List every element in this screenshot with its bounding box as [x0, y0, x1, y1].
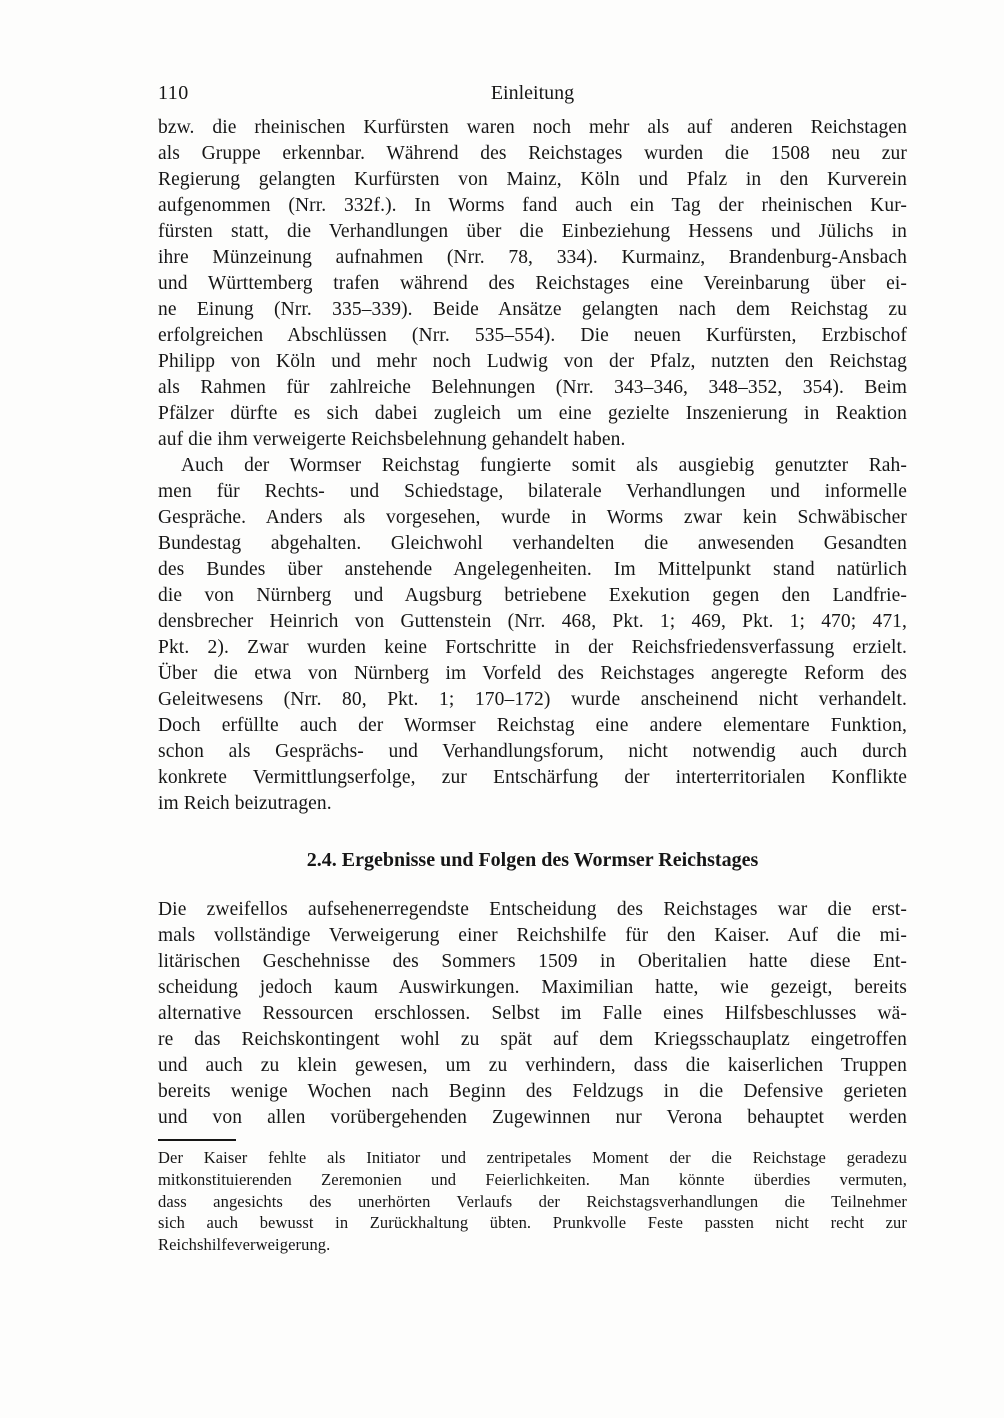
page-header — [158, 80, 907, 106]
footnote-line: Reichshilfeverweigerung. — [158, 1235, 331, 1255]
text-line: als Gruppe erkennbar. Während des Reichstages wurden die 1508 neu zur — [158, 143, 907, 164]
text-line: Die zweifellos aufsehenerregendste Entscheidung des Reichstages war die erst- — [158, 899, 907, 920]
footnote — [158, 1139, 907, 1256]
footnote-line: dass angesichts des unerhörten Verlaufs der Reichstagsverhandlungen die Teilnehmer — [158, 1191, 907, 1211]
paragraph — [158, 897, 907, 1131]
footnote-line: Der Kaiser fehlte als Initiator und zentripetales Moment der die Reichstage geradezu — [158, 1148, 907, 1167]
text-line: mals vollständige Verweigerung einer Reichshilfe für den Kaiser. Auf die mi- — [158, 925, 907, 946]
text-line: Philipp von Köln und mehr noch Ludwig von der Pfalz, nutzten den Reichstag — [158, 351, 907, 372]
text-line: konkrete Vermittlungserfolge, zur Entschärfung der interterritorialen Konflikte — [158, 767, 907, 788]
running-head: Einleitung — [490, 82, 575, 104]
text-line: densbrecher Heinrich von Guttenstein (Nrr. 468, Pkt. 1; 469, Pkt. 1; 470; 471, — [158, 611, 907, 632]
paragraph — [158, 115, 907, 453]
section-heading: 2.4. Ergebnisse und Folgen des Wormser Reichstages — [306, 849, 759, 871]
text-line: scheidung jedoch kaum Auswirkungen. Maximilian hatte, wie gezeigt, bereits — [158, 977, 907, 998]
text-line: Gespräche. Anders als vorgesehen, wurde in Worms zwar kein Schwäbischer — [158, 507, 907, 528]
footnote-rule — [158, 1139, 236, 1141]
page-body — [158, 115, 907, 1256]
text-line: Doch erfüllte auch der Wormser Reichstag eine andere elementare Funktion, — [158, 715, 907, 736]
text-line: bzw. die rheinischen Kurfürsten waren noch mehr als auf anderen Reichstagen — [158, 117, 907, 138]
text-line: Geleitwesens (Nrr. 80, Pkt. 1; 170–172) wurde anscheinend nicht verhandelt. — [158, 689, 907, 710]
text-line: men für Rechts- und Schiedstage, bilaterale Verhandlungen und informelle — [158, 481, 907, 502]
text-line: schon als Gesprächs- und Verhandlungsforum, nicht notwendig auch durch — [158, 741, 907, 762]
text-line: erfolgreichen Abschlüssen (Nrr. 535–554). Die neuen Kurfürsten, Erzbischof — [158, 325, 907, 346]
text-line: im Reich beizutragen. — [158, 793, 332, 814]
text-line: ihre Münzeinung aufnahmen (Nrr. 78, 334). Kurmainz, Brandenburg-Ansbach — [158, 247, 907, 268]
text-line: bereits wenige Wochen nach Beginn des Feldzugs in die Defensive gerieten — [158, 1081, 907, 1102]
text-line: Über die etwa von Nürnberg im Vorfeld des Reichstages angeregte Reform des — [158, 663, 907, 684]
text-line: ne Einung (Nrr. 335–339). Beide Ansätze gelangten nach dem Reichstag zu — [158, 299, 907, 320]
paragraph — [158, 453, 907, 817]
footnote-line: mitkonstituierenden Zeremonien und Feierlichkeiten. Man könnte überdies vermuten, — [158, 1169, 907, 1189]
text-line: und auch zu klein gewesen, um zu verhindern, dass die kaiserlichen Truppen — [158, 1055, 907, 1076]
text-line: die von Nürnberg und Augsburg betriebene Exekution gegen den Landfrie- — [158, 585, 907, 606]
text-line: Auch der Wormser Reichstag fungierte somit als ausgiebig genutzter Rah- — [181, 455, 907, 476]
text-line: Pfälzer dürfte es sich dabei zugleich um eine gezielte Inszenierung in Reaktion — [158, 403, 907, 424]
text-line: alternative Ressourcen erschlossen. Selbst im Falle eines Hilfsbeschlusses wä- — [158, 1003, 907, 1024]
text-line: des Bundes über anstehende Angelegenheiten. Im Mittelpunkt stand natürlich — [158, 559, 907, 580]
text-line: und Württemberg trafen während des Reichstages eine Vereinbarung über ei- — [158, 273, 907, 294]
text-line: als Rahmen für zahlreiche Belehnungen (Nrr. 343–346, 348–352, 354). Beim — [158, 377, 907, 398]
text-line: Regierung gelangten Kurfürsten von Mainz, Köln und Pfalz in den Kurverein — [158, 169, 907, 190]
text-line: aufgenommen (Nrr. 332f.). In Worms fand auch ein Tag der rheinischen Kur- — [158, 195, 907, 216]
page-number: 110 — [158, 82, 189, 104]
footnote-line: sich auch bewusst in Zurückhaltung übten. Prunkvolle Feste passten nicht recht zur — [158, 1213, 907, 1233]
text-line: litärischen Geschehnisse des Sommers 1509 in Oberitalien hatte diese Ent- — [158, 951, 907, 972]
text-line: Bundestag abgehalten. Gleichwohl verhandelten die anwesenden Gesandten — [158, 533, 907, 554]
text-line: Pkt. 2). Zwar wurden keine Fortschritte in der Reichsfriedensverfassung erzielt. — [158, 637, 907, 658]
text-line: auf die ihm verweigerte Reichsbelehnung gehandelt haben. — [158, 429, 626, 450]
text-line: und von allen vorübergehenden Zugewinnen nur Verona behauptet werden — [158, 1107, 907, 1128]
text-line: re das Reichskontingent wohl zu spät auf dem Kriegsschauplatz eingetroffen — [158, 1029, 907, 1050]
text-line: fürsten statt, die Verhandlungen über die Einbeziehung Hessens und Jülichs in — [158, 221, 907, 242]
